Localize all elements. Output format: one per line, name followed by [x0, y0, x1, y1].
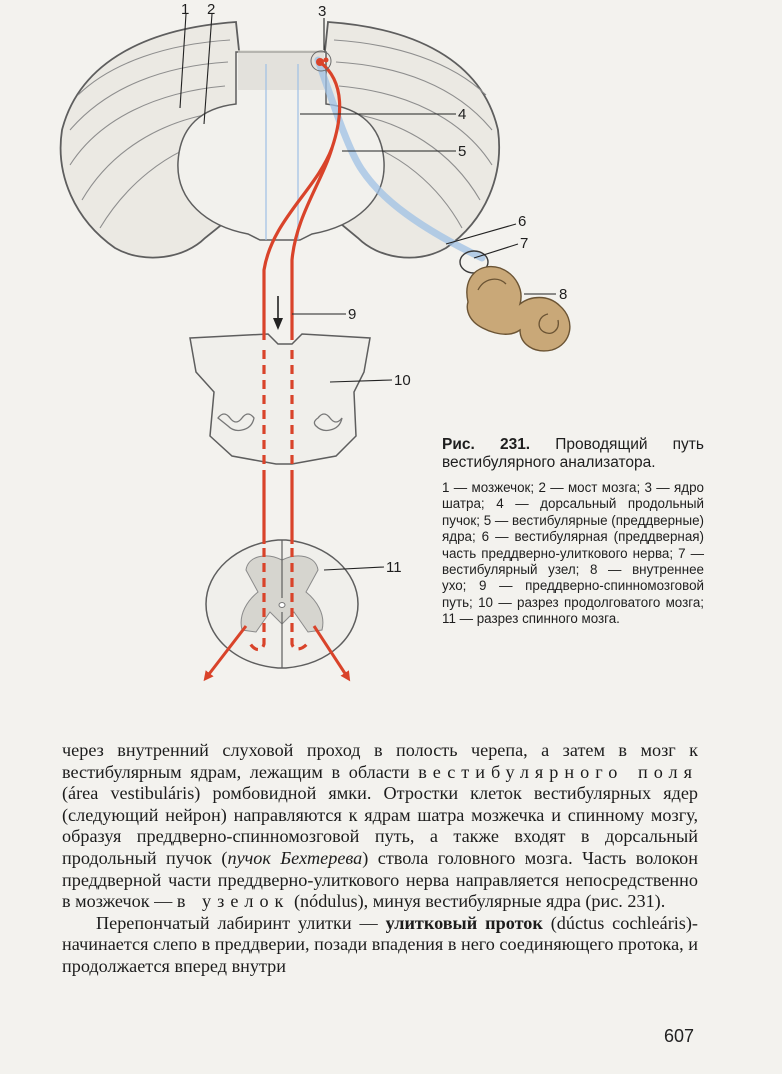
inner-ear-drawing — [467, 267, 570, 351]
caption-label: Рис. 231. — [442, 436, 531, 453]
callout-5: 5 — [458, 143, 467, 160]
callout-11: 11 — [386, 559, 402, 576]
p2-text-1: Перепончатый лабиринт улитки — — [96, 912, 386, 933]
caption-title-text: Проводящий путь вестибулярного анализатора. — [442, 436, 704, 471]
paragraph-2 — [62, 913, 698, 978]
callout-10: 10 — [394, 372, 411, 389]
callout-3: 3 — [318, 3, 327, 20]
p2-bold-term: улитковый проток — [385, 912, 543, 933]
medulla-section-drawing — [190, 334, 370, 464]
p2-text-2: (dúctus cochleáris)-начинается слепо в преддверии, позади впадения в него соединяющего протока, и продолжается вперед внутри — [62, 912, 698, 976]
callout-1: 1 — [181, 1, 190, 18]
body-text — [62, 740, 698, 978]
caption-title — [442, 436, 704, 472]
direction-arrowhead — [273, 318, 283, 330]
paragraph-1 — [62, 740, 698, 913]
figure-caption — [442, 436, 704, 628]
caption-legend: 1 — мозжечок; 2 — мост мозга; 3 — ядро шатра; 4 — дорсальный продольный пучок; 5 — вестибулярные (преддверные) ядра; 6 — вестибулярная (преддверная) часть преддверно-улиткового нерва; 7 — вестибулярный узел; 8 — внутреннее ухо; 9 — преддверно-спинномозговой путь; 10 — разрез продолговатого мозга; 11 — разрез спинного мозга. — [442, 480, 704, 627]
p1-text-3: ) ствола головного мозга. Часть волокон преддверной части преддверно-улиткового нерва направляется непосредственно в мозжечок — — [62, 847, 698, 912]
p1-text-1: через внутренний слуховой проход в полость черепа, а затем в мозг к вестибулярным ядрам, лежащим в области — [62, 740, 698, 782]
callout-2: 2 — [207, 1, 216, 18]
callout-8: 8 — [559, 286, 568, 303]
callout-4: 4 — [458, 106, 467, 123]
p1-text-2: (área vestibuláris) ромбовидной ямки. Отростки клеток вестибулярных ядер (следующий нейрон) направляются к ядрам шатра мозжечка и спинному мозгу, образуя преддверно-спинномозговой путь, а также входят в дорсальный продольный пучок ( — [62, 783, 698, 868]
p1-text-4: (nódulus), минуя вестибулярные ядра (рис. 231). — [289, 891, 666, 912]
p1-italic-term: пучок Бехтерева — [227, 847, 363, 868]
callout-7: 7 — [520, 235, 529, 252]
page-number: 607 — [663, 1026, 694, 1046]
p1-spaced-term-1: вестибулярного поля — [418, 761, 698, 782]
callout-9: 9 — [348, 306, 357, 323]
fourth-ventricle-shading — [238, 50, 324, 90]
p1-spaced-term-2: в узелок — [176, 891, 290, 912]
callout-6: 6 — [518, 213, 527, 230]
